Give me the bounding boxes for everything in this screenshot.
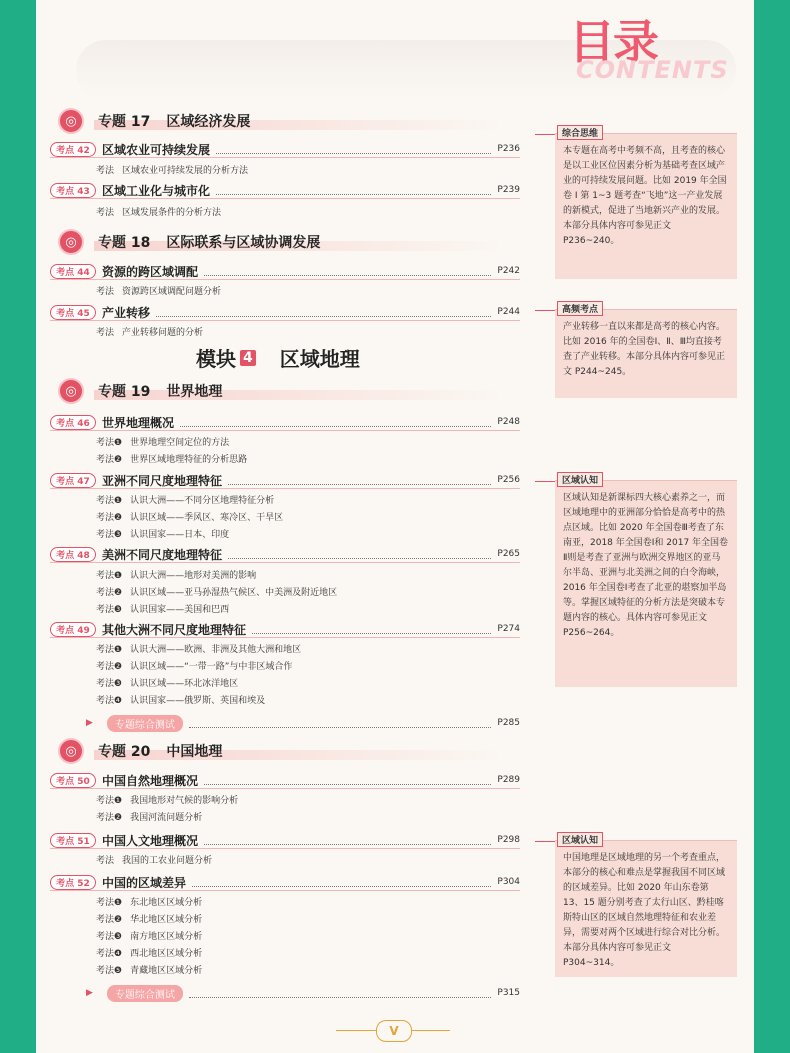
sidenote-connector: [535, 134, 555, 135]
dot-leader: [204, 266, 491, 276]
sidenote-connector: [535, 310, 555, 311]
module-heading: [196, 343, 360, 372]
kaodian-badge: 考点 44: [50, 264, 96, 279]
kaodian-badge: 考点 50: [50, 773, 96, 788]
kaodian-name: 中国的区域差异: [102, 875, 187, 890]
page-ref: P242: [497, 266, 520, 276]
topic-heading[interactable]: [58, 229, 320, 255]
dot-leader: [156, 307, 491, 317]
kaofa-text: 认识区域——季风区、寒冷区、干旱区: [130, 513, 284, 523]
kaofa-text: 南方地区区域分析: [130, 932, 203, 942]
kaofa-row: [96, 659, 292, 673]
topic-name: 区域经济发展: [166, 114, 251, 130]
arrow-icon: ▶: [86, 718, 93, 728]
kaofa-label: 考法❶: [96, 645, 123, 655]
kaodian-row[interactable]: [50, 873, 520, 891]
kaofa-row: [96, 493, 274, 507]
topic-logo-icon: ◎: [58, 229, 84, 255]
kaodian-name: 区域农业可持续发展: [102, 142, 211, 157]
page-ref: P265: [497, 549, 520, 559]
kaofa-row: [96, 810, 202, 824]
kaodian-row[interactable]: [50, 831, 520, 849]
dot-leader: [204, 835, 491, 845]
page-ref: P274: [497, 624, 520, 634]
kaodian-row[interactable]: [50, 413, 520, 431]
kaofa-label: 考法❸: [96, 679, 123, 689]
kaofa-row: [96, 963, 202, 977]
kaofa-row: [96, 527, 229, 541]
kaofa-label: 考法❶: [96, 571, 123, 581]
test-label: 专题综合测试: [107, 985, 183, 1002]
sidenote-connector: [535, 841, 555, 842]
kaofa-row: [96, 912, 202, 926]
page-ref: P315: [497, 988, 520, 998]
page-ref: P236: [497, 144, 520, 154]
comprehensive-test-row[interactable]: [86, 985, 520, 1001]
page-title: 目录: [569, 15, 657, 69]
kaofa-text: 认识大洲——不同分区地理特征分析: [130, 496, 275, 506]
sidenote-connector: [535, 481, 555, 482]
topic-name: 中国地理: [166, 744, 223, 760]
kaofa-row: [96, 793, 238, 807]
kaofa-text: 认识大洲——地形对美洲的影响: [130, 571, 257, 581]
topic-heading[interactable]: [58, 108, 250, 134]
kaofa-text: 西北地区区域分析: [130, 949, 203, 959]
kaofa-row: [96, 895, 202, 909]
kaodian-badge: 考点 49: [50, 622, 96, 637]
topic-name: 区际联系与区域协调发展: [166, 235, 321, 251]
kaodian-name: 世界地理概况: [102, 415, 175, 430]
kaodian-badge: 考点 45: [50, 305, 96, 320]
page-ref: P248: [497, 417, 520, 427]
module-number: 4: [240, 350, 256, 366]
kaofa-label: 考法: [96, 208, 115, 218]
kaodian-name: 资源的跨区域调配: [102, 264, 199, 279]
kaofa-text: 产业转移问题的分析: [122, 328, 204, 338]
sidenote-text: 中国地理是区域地理的另一个考查重点，本部分的核心和难点是掌握我国不同区域的区域差异。比如 2020 年山东卷第 13、15 题分别考查了太行山区、黔桂喀斯特山区的区域自然地理特征和农业差异，需要对两个区域进行综合对比分析。本部分具体内容可参见正文 P304~314。: [563, 853, 726, 968]
page-ref: P285: [497, 718, 520, 728]
kaofa-label: 考法❶: [96, 898, 123, 908]
topic-logo-icon: ◎: [58, 108, 84, 134]
topic-number: 专题 18: [98, 235, 151, 251]
kaofa-row: [96, 585, 337, 599]
kaofa-text: 区域发展条件的分析方法: [122, 208, 222, 218]
arrow-icon: ▶: [86, 988, 93, 998]
kaofa-row: [96, 642, 301, 656]
kaofa-row: [96, 510, 283, 524]
sidenote-text: 本专题在高考中考频不高，且考查的核心是以工业区位因素分析为基础考查区域产业的可持续发展问题。比如 2019 年全国卷 Ⅰ 第 1~3 题考查“飞地”这一产业发展的新模式，促进了当地新兴产业的发展。本部分具体内容可参见正文 P236~240。: [563, 146, 727, 246]
page-ref: P298: [497, 835, 520, 845]
dot-leader: [228, 475, 491, 485]
kaodian-row[interactable]: [50, 262, 520, 280]
topic-number: 专题 19: [98, 384, 151, 400]
kaofa-label: 考法❸: [96, 605, 123, 615]
dot-leader: [252, 624, 491, 634]
topic-number: 专题 17: [98, 114, 151, 130]
kaodian-name: 美洲不同尺度地理特征: [102, 547, 223, 562]
sidenote-box: [555, 129, 737, 279]
kaofa-label: 考法❹: [96, 696, 123, 706]
page-ref: P304: [497, 877, 520, 887]
sidenote-text: 区域认知是新课标四大核心素养之一，而区域地理中的亚洲部分恰恰是高考中的热点区域。比如 2020 年全国卷Ⅲ考查了东南亚，2018 年全国卷Ⅰ和 2017 年全国卷Ⅱ则是考查了亚洲与欧洲交界地区的亚马尔半岛、亚洲与北美洲之间的白令海峡，2016 年全国卷Ⅰ考查了北亚的堪察加半岛等。掌握区域特征的分析方法是突破本专题内容的核心。具体内容可参见正文 P256~264。: [563, 493, 729, 638]
kaofa-text: 华北地区区域分析: [130, 915, 203, 925]
dot-leader: [192, 877, 491, 887]
kaofa-label: 考法❸: [96, 530, 123, 540]
kaofa-label: 考法❷: [96, 588, 123, 598]
kaodian-row[interactable]: [50, 140, 520, 158]
dot-leader: [189, 988, 491, 998]
kaodian-row[interactable]: [50, 771, 520, 789]
sidenote-title: 区域认知: [557, 472, 603, 487]
kaofa-label: 考法: [96, 328, 115, 338]
kaofa-label: 考法: [96, 287, 115, 297]
kaodian-name: 中国人文地理概况: [102, 833, 199, 848]
page-ref: P244: [497, 307, 520, 317]
kaofa-label: 考法❺: [96, 966, 123, 976]
kaofa-text: 认识区域——环北冰洋地区: [130, 679, 239, 689]
dot-leader: [216, 185, 491, 195]
kaofa-row: [96, 853, 212, 867]
kaodian-name: 区域工业化与城市化: [102, 183, 211, 198]
sidenote-text: 产业转移一直以来都是高考的核心内容。比如 2016 年的全国卷Ⅰ、Ⅱ、Ⅲ均直接考查了产业转移。本部分具体内容可参见正文 P244~245。: [563, 322, 726, 377]
dot-leader: [204, 775, 491, 785]
page-ref: P256: [497, 475, 520, 485]
kaofa-text: 认识大洲——欧洲、非洲及其他大洲和地区: [130, 645, 302, 655]
module-name: 区域地理: [279, 347, 360, 371]
kaofa-row: [96, 693, 265, 707]
kaodian-badge: 考点 46: [50, 415, 96, 430]
kaodian-badge: 考点 47: [50, 473, 96, 488]
kaofa-text: 认识国家——美国和巴西: [130, 605, 230, 615]
kaofa-text: 资源跨区域调配问题分析: [122, 287, 222, 297]
kaofa-label: 考法❷: [96, 455, 123, 465]
kaodian-badge: 考点 43: [50, 183, 96, 198]
kaodian-badge: 考点 48: [50, 547, 96, 562]
kaofa-text: 世界地理空间定位的方法: [130, 438, 230, 448]
dot-leader: [216, 144, 491, 154]
kaodian-row[interactable]: [50, 181, 520, 199]
kaofa-row: [96, 284, 221, 298]
kaofa-text: 区域农业可持续发展的分析方法: [122, 166, 249, 176]
kaodian-row[interactable]: [50, 545, 520, 563]
page-ref: P289: [497, 775, 520, 785]
sidenote-title: 高频考点: [557, 301, 603, 316]
kaofa-text: 认识区域——亚马孙湿热气候区、中美洲及附近地区: [130, 588, 338, 598]
kaofa-row: [96, 602, 229, 616]
toc-page: [36, 0, 754, 1053]
kaofa-text: 我国的工农业问题分析: [122, 856, 213, 866]
topic-name: 世界地理: [166, 384, 223, 400]
test-label: 专题综合测试: [107, 715, 183, 732]
page-ref: P239: [497, 185, 520, 195]
kaofa-text: 我国河流问题分析: [130, 813, 203, 823]
kaofa-text: 我国地形对气候的影响分析: [130, 796, 239, 806]
kaodian-row[interactable]: [50, 471, 520, 489]
kaofa-row: [96, 325, 203, 339]
kaofa-text: 东北地区区域分析: [130, 898, 203, 908]
sidenote-title: 综合思维: [557, 125, 603, 140]
kaofa-text: 认识国家——俄罗斯、英国和埃及: [130, 696, 266, 706]
kaodian-name: 亚洲不同尺度地理特征: [102, 473, 223, 488]
dot-leader: [228, 549, 491, 559]
kaodian-row[interactable]: [50, 303, 520, 321]
sidenote-box: [555, 836, 737, 977]
kaofa-text: 世界区域地理特征的分析思路: [130, 455, 248, 465]
kaofa-row: [96, 205, 221, 219]
sidenote-title: 区域认知: [557, 832, 603, 847]
kaodian-name: 产业转移: [102, 305, 151, 320]
kaodian-row[interactable]: [50, 620, 520, 638]
kaofa-text: 青藏地区区域分析: [130, 966, 203, 976]
page-number: V: [376, 1020, 412, 1042]
kaofa-label: 考法❶: [96, 438, 123, 448]
kaofa-label: 考法❷: [96, 662, 123, 672]
kaofa-label: 考法: [96, 166, 115, 176]
sidenote-box: [555, 305, 737, 398]
kaofa-label: 考法❸: [96, 932, 123, 942]
kaofa-row: [96, 435, 229, 449]
kaodian-name: 其他大洲不同尺度地理特征: [102, 622, 247, 637]
kaofa-label: 考法❹: [96, 949, 123, 959]
kaofa-row: [96, 676, 238, 690]
topic-number: 专题 20: [98, 744, 151, 760]
page-subtitle: CONTENTS: [576, 56, 729, 84]
kaofa-row: [96, 163, 248, 177]
kaofa-label: 考法❷: [96, 915, 123, 925]
kaofa-row: [96, 568, 256, 582]
sidenote-box: [555, 476, 737, 687]
kaofa-row: [96, 929, 202, 943]
kaodian-name: 中国自然地理概况: [102, 773, 199, 788]
topic-heading[interactable]: [58, 738, 222, 764]
kaofa-label: 考法❷: [96, 513, 123, 523]
kaofa-row: [96, 452, 247, 466]
kaofa-text: 认识国家——日本、印度: [130, 530, 230, 540]
topic-logo-icon: ◎: [58, 738, 84, 764]
kaofa-label: 考法❷: [96, 813, 123, 823]
kaofa-label: 考法: [96, 856, 115, 866]
topic-logo-icon: ◎: [58, 378, 84, 404]
dot-leader: [189, 718, 491, 728]
kaofa-row: [96, 946, 202, 960]
dot-leader: [180, 417, 491, 427]
kaodian-badge: 考点 52: [50, 875, 96, 890]
module-label: 模块: [196, 347, 236, 371]
kaofa-label: 考法❶: [96, 496, 123, 506]
kaodian-badge: 考点 42: [50, 142, 96, 157]
kaofa-text: 认识区域——“一带一路”与中非区域合作: [130, 662, 293, 672]
kaofa-label: 考法❶: [96, 796, 123, 806]
kaodian-badge: 考点 51: [50, 833, 96, 848]
comprehensive-test-row[interactable]: [86, 715, 520, 731]
topic-heading[interactable]: [58, 378, 222, 404]
